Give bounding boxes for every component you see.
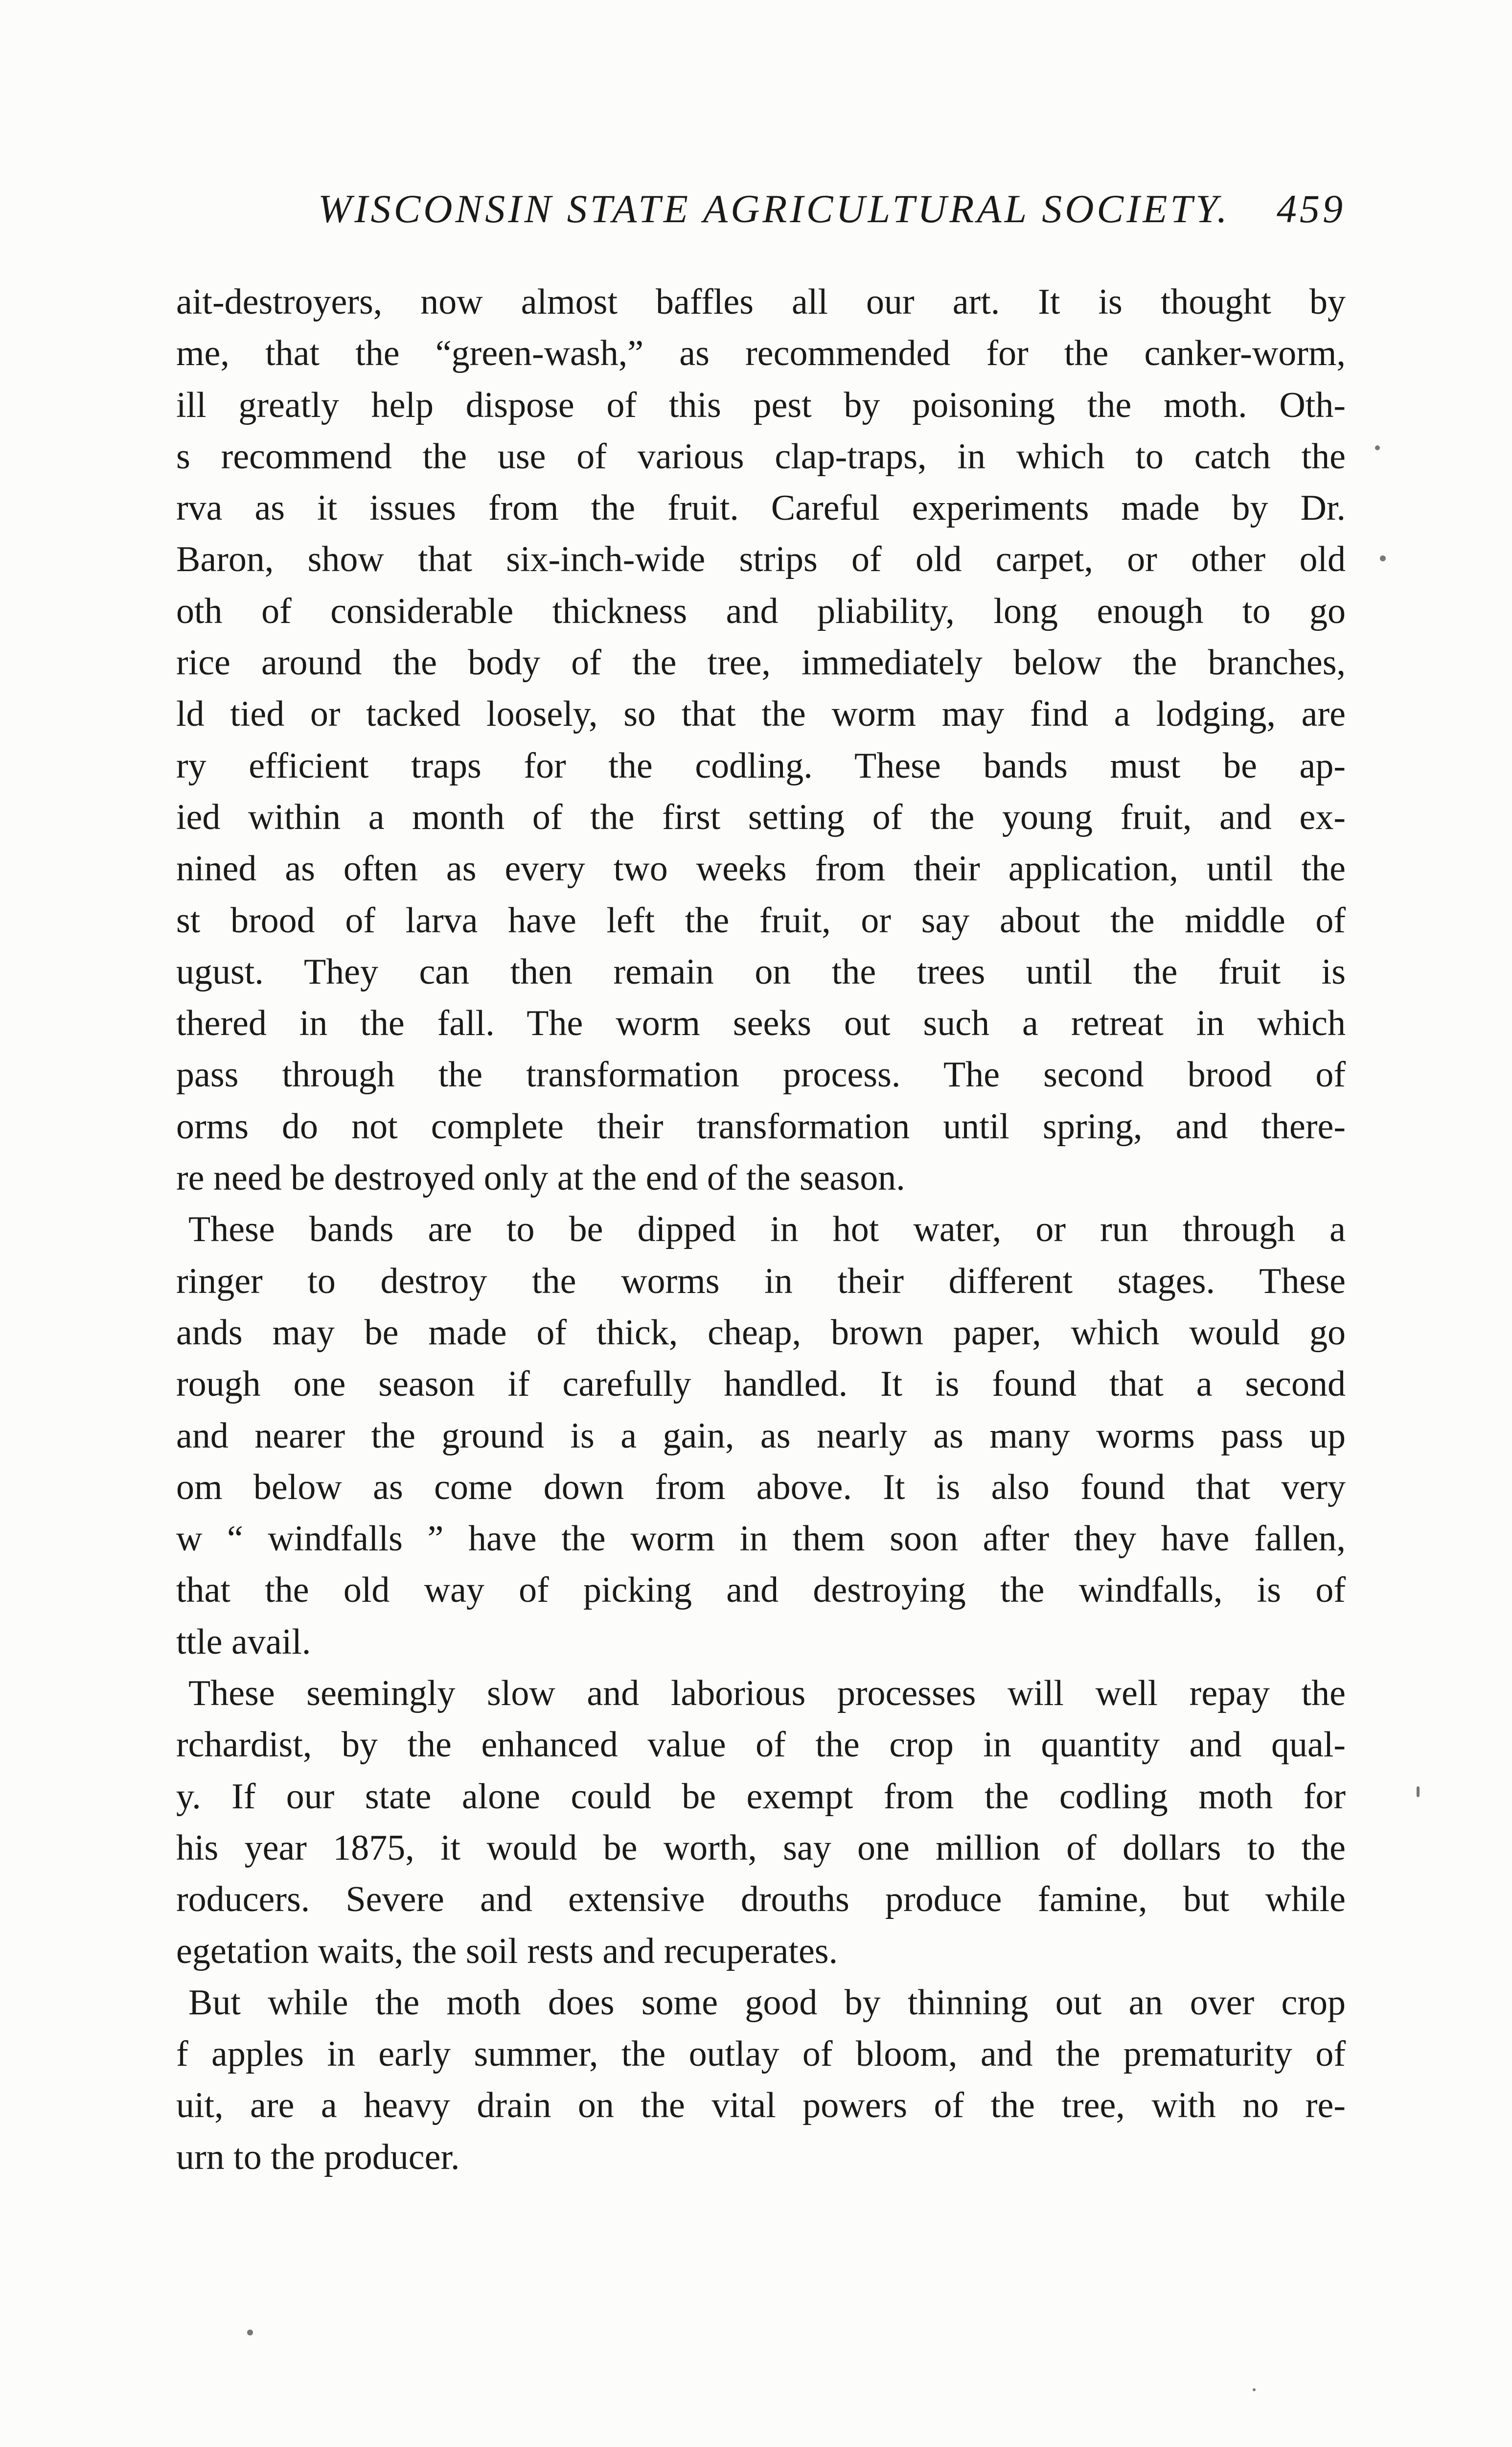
text-line: re need be destroyed only at the end of the season.	[176, 1158, 905, 1199]
text-line: his year 1875, it would be worth, say one million of dollars to the	[176, 1827, 1346, 1868]
text-line: s recommend the use of various clap-traps, in which to catch the	[176, 436, 1346, 477]
text-line: ringer to destroy the worms in their different stages. These	[176, 1261, 1346, 1301]
text-line: ugust. They can then remain on the trees until the fruit is	[176, 951, 1346, 992]
text-line: ill greatly help dispose of this pest by poisoning the moth. Oth-	[176, 385, 1346, 425]
text-line: ld tied or tacked loosely, so that the worm may find a lodging, are	[176, 694, 1346, 735]
text-line: that the old way of picking and destroying the windfalls, is of	[176, 1570, 1346, 1611]
text-line: rchardist, by the enhanced value of the crop in quantity and qual-	[176, 1725, 1346, 1765]
text-line: w “ windfalls ” have the worm in them soon after they have fallen,	[176, 1519, 1346, 1559]
page-number: 459	[1277, 186, 1346, 231]
text-line: roducers. Severe and extensive drouths produce famine, but while	[176, 1879, 1346, 1920]
text-line: ait-destroyers, now almost baffles all our art. It is thought by	[176, 282, 1346, 322]
text-line: ied within a month of the first setting of the young fruit, and ex-	[176, 797, 1346, 837]
text-line: y. If our state alone could be exempt from the codling moth for	[176, 1776, 1346, 1817]
scan-speck	[247, 2330, 253, 2335]
paragraph-start-line: These bands are to be dipped in hot water, or run through a	[188, 1209, 1346, 1250]
text-line: rva as it issues from the fruit. Careful experiments made by Dr.	[176, 488, 1346, 529]
text-line: pass through the transformation process. The second brood of	[176, 1055, 1346, 1095]
paragraph-start-line: These seemingly slow and laborious processes will well repay the	[188, 1673, 1346, 1714]
scan-speck	[1417, 1786, 1420, 1797]
text-line: Baron, show that six-inch-wide strips of old carpet, or other old	[176, 539, 1346, 580]
text-line: thered in the fall. The worm seeks out such a retreat in which	[176, 1003, 1346, 1044]
scan-speck	[1253, 2388, 1256, 2391]
text-line: st brood of larva have left the fruit, or say about the middle of	[176, 900, 1346, 941]
text-line: uit, are a heavy drain on the vital powers of the tree, with no re-	[176, 2085, 1346, 2126]
text-line: oth of considerable thickness and pliability, long enough to go	[176, 591, 1346, 631]
text-line: f apples in early summer, the outlay of bloom, and the prematurity of	[176, 2034, 1346, 2075]
text-line: and nearer the ground is a gain, as nearly as many worms pass up	[176, 1415, 1346, 1456]
text-line: me, that the “green-wash,” as recommended for the canker-worm,	[176, 333, 1346, 374]
text-line: rough one season if carefully handled. It is found that a second	[176, 1364, 1346, 1405]
scan-speck	[1380, 555, 1386, 561]
scan-speck	[1375, 445, 1380, 450]
text-line: urn to the producer.	[176, 2137, 460, 2177]
text-line: om below as come down from above. It is also found that very	[176, 1467, 1346, 1507]
text-line: ands may be made of thick, cheap, brown paper, which would go	[176, 1312, 1346, 1353]
text-line: ttle avail.	[176, 1621, 311, 1662]
text-line: rice around the body of the tree, immediately below the branches,	[176, 643, 1346, 683]
paragraph-start-line: But while the moth does some good by thinning out an over crop	[188, 1982, 1346, 2023]
running-head	[313, 186, 1346, 250]
running-head-title: WISCONSIN STATE AGRICULTURAL SOCIETY.	[318, 186, 1230, 231]
text-line: ry efficient traps for the codling. These bands must be ap-	[176, 745, 1346, 786]
text-line: nined as often as every two weeks from their application, until the	[176, 849, 1346, 889]
text-line: egetation waits, the soil rests and recuperates.	[176, 1931, 838, 1971]
text-line: orms do not complete their transformation until spring, and there-	[176, 1106, 1346, 1147]
body-text	[176, 277, 1346, 2183]
